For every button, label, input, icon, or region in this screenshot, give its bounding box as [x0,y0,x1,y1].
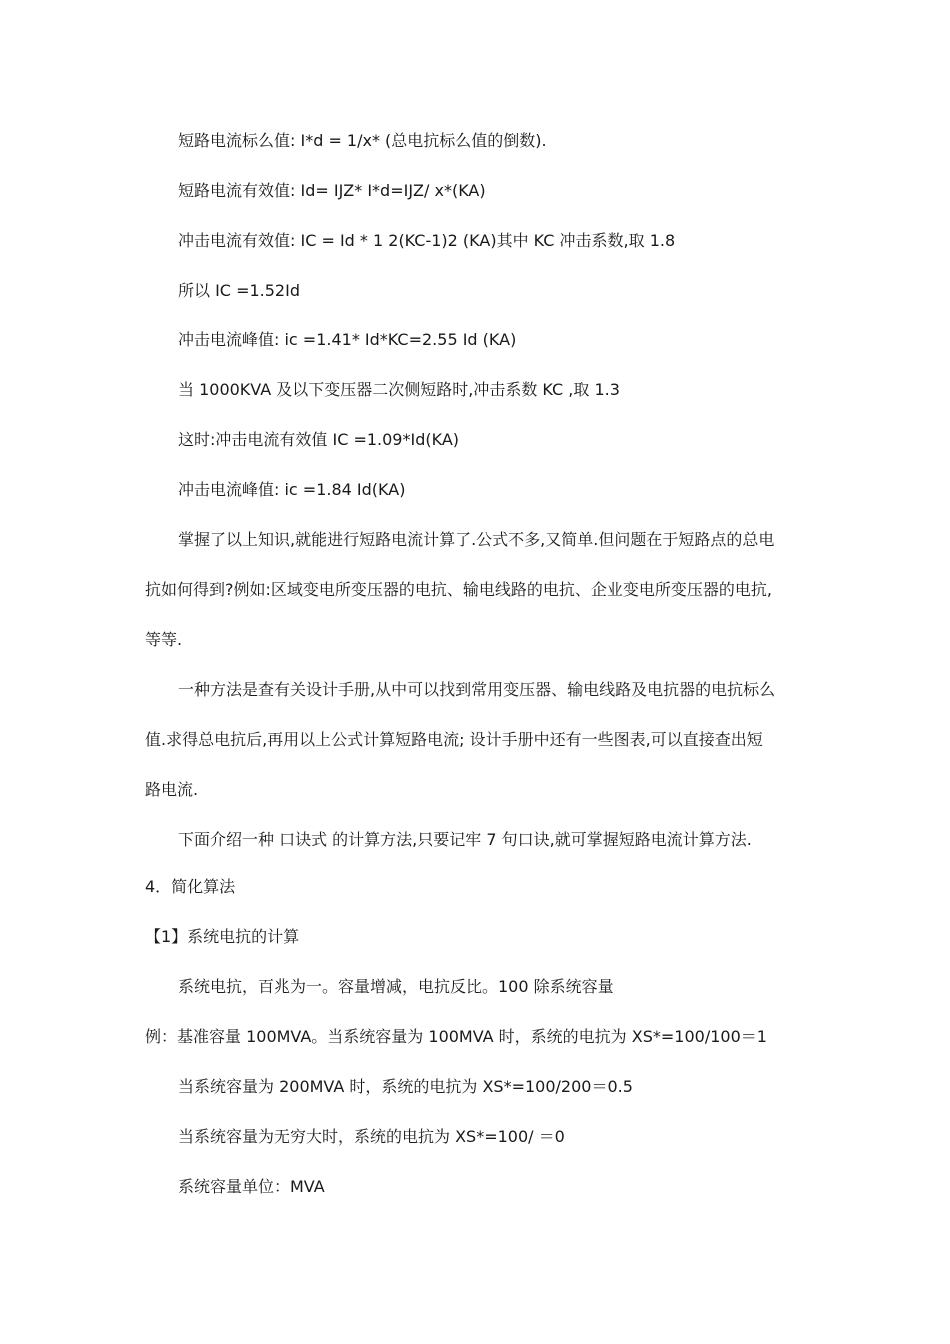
subsection-heading: 【1】系统电抗的计算 [145,927,300,946]
paragraph-line: 下面介绍一种 口诀式 的计算方法,只要记牢 7 句口诀,就可掌握短路电流计算方法. [178,830,752,849]
unit-note: 系统容量单位：MVA [178,1177,325,1196]
formula-impulse-rms-result: 所以 IC =1.52Id [178,281,300,300]
text-transformer-condition: 当 1000KVA 及以下变压器二次侧短路时,冲击系数 KC ,取 1.3 [178,380,620,399]
paragraph-line: 路电流. [145,780,199,799]
formula-impulse-rms-small: 这时:冲击电流有效值 IC =1.09*Id(KA) [178,430,460,449]
paragraph-line: 等等. [145,630,183,649]
formula-impulse-rms: 冲击电流有效值: IC = Id * 1 2(KC-1)2 (KA)其中 KC 冲击系数,取 1.8 [178,231,676,250]
example-line: 当系统容量为 200MVA 时，系统的电抗为 XS*=100/200＝0.5 [178,1077,633,1096]
paragraph-line: 值.求得总电抗后,再用以上公式计算短路电流; 设计手册中还有一些图表,可以直接查出短 [145,730,763,749]
paragraph-line: 一种方法是查有关设计手册,从中可以找到常用变压器、输电线路及电抗器的电抗标么 [178,680,776,699]
section-heading: 4．简化算法 [145,877,236,896]
paragraph-line: 抗如何得到?例如:区域变电所变压器的电抗、输电线路的电抗、企业变电所变压器的电抗, [145,580,772,599]
paragraph-line: 掌握了以上知识,就能进行短路电流计算了.公式不多,又简单.但问题在于短路点的总电 [178,530,775,549]
example-line: 例：基准容量 100MVA。当系统容量为 100MVA 时，系统的电抗为 XS*=100/100＝1 [145,1027,767,1046]
formula-impulse-peak: 冲击电流峰值: ic =1.41* Id*KC=2.55 Id (KA) [178,330,517,349]
example-line: 当系统容量为无穷大时，系统的电抗为 XS*=100/ ＝0 [178,1127,565,1146]
mnemonic-line: 系统电抗，百兆为一。容量增减，电抗反比。100 除系统容量 [178,977,614,996]
formula-short-circuit-per-unit: 短路电流标么值: I*d = 1/x* (总电抗标么值的倒数). [178,131,547,150]
formula-short-circuit-rms: 短路电流有效值: Id= IJZ* I*d=IJZ/ x*(KA) [178,181,486,200]
formula-impulse-peak-small: 冲击电流峰值: ic =1.84 Id(KA) [178,480,406,499]
